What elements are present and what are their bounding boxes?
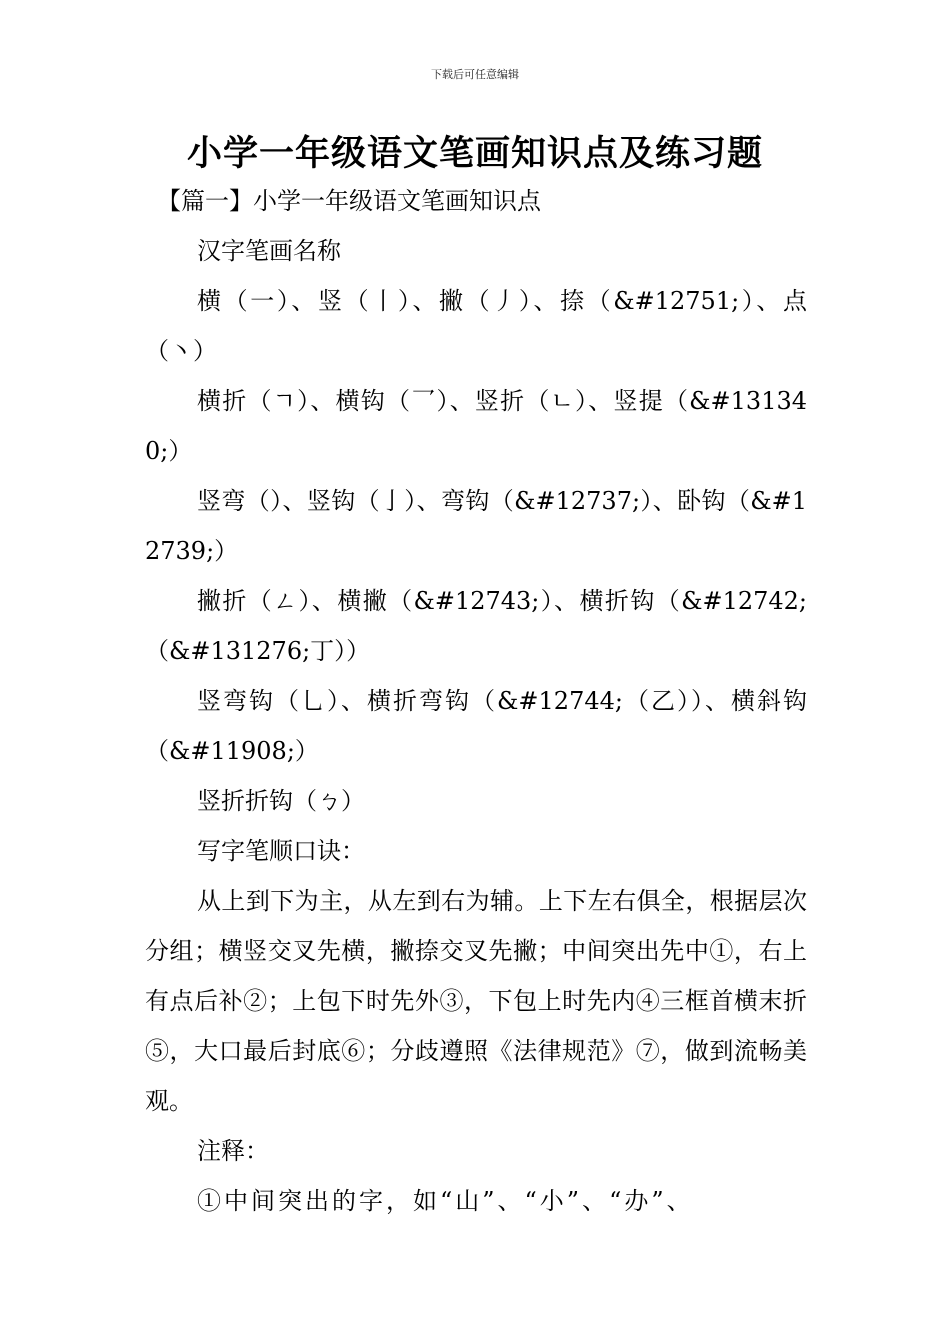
section-heading: 【篇一】小学一年级语文笔画知识点 bbox=[157, 187, 541, 215]
mnemonic-paragraph: 从上到下为主，从左到右为辅。上下左右俱全，根据层次分组；横竖交叉先横，撇捺交叉先撇；中间突出先中①，右上有点后补②；上包下时先外③，下包上时先内④三框首横末折⑤，大口最后封底⑥；分歧遵照《法律规范》⑦，做到流畅美观。 bbox=[145, 887, 807, 1115]
stroke-list-line: 横折（ㄱ）、横钩（乛）、竖折（ㄴ）、竖提（&#131340;） bbox=[145, 387, 807, 465]
document-title: 小学一年级语文笔画知识点及练习题 bbox=[186, 133, 763, 174]
document-body bbox=[145, 176, 807, 1226]
stroke-list-line: 竖折折钩（ㄅ） bbox=[197, 787, 365, 815]
stroke-list-line: 竖弯钩（乚）、横折弯钩（&#12744;（乙））、横斜钩（&#11908;） bbox=[145, 687, 807, 765]
stroke-list-line: 撇折（ㄥ）、横撇（&#12743;）、横折钩（&#12742;（&#131276;丁）） bbox=[145, 587, 807, 665]
stroke-list-line: 横（一）、竖（丨）、撇（丿）、捺（&#12751;）、点（丶） bbox=[145, 287, 807, 365]
note-item: ①中间突出的字，如“山”、“小”、“办”、 bbox=[197, 1187, 694, 1215]
header-note: 下载后可任意编辑 bbox=[431, 68, 519, 81]
stroke-list-line: 竖弯（）、竖钩（亅）、弯钩（&#12737;）、卧钩（&#12739;） bbox=[145, 487, 807, 565]
subheading-stroke-names: 汉字笔画名称 bbox=[197, 237, 341, 265]
notes-heading: 注释： bbox=[197, 1137, 269, 1165]
mnemonic-heading: 写字笔顺口诀： bbox=[197, 837, 365, 865]
